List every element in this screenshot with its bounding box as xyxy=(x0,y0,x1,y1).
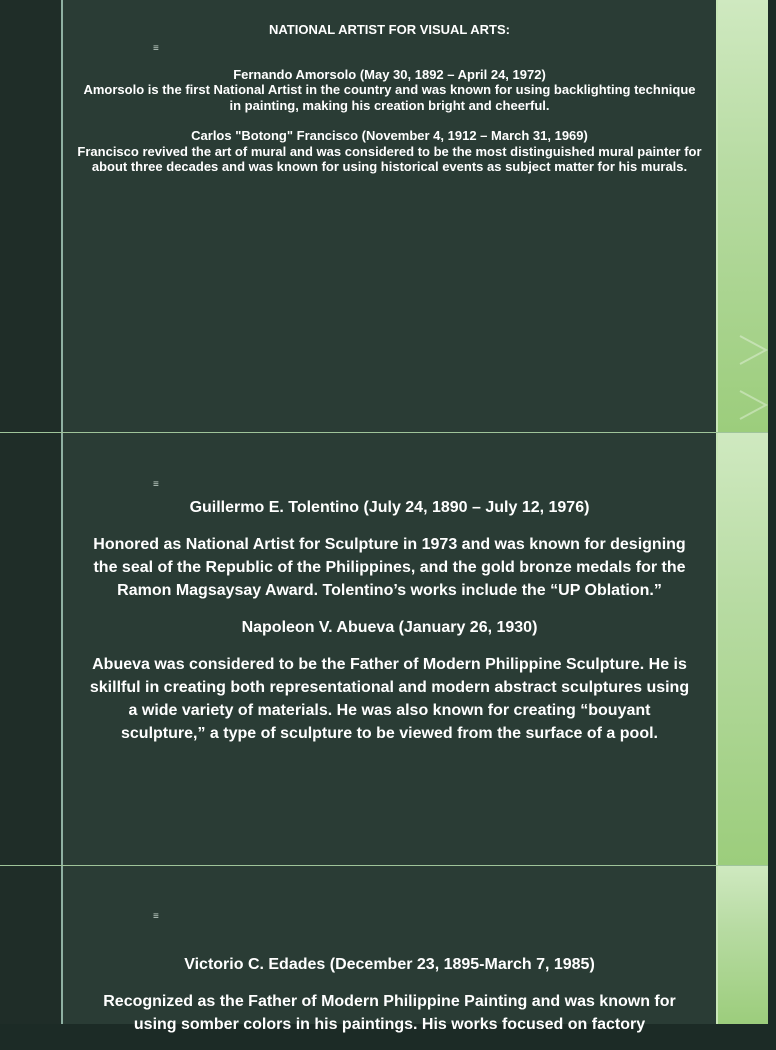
bullet-icon: ≡ xyxy=(153,479,159,490)
artist-description: Recognized as the Father of Modern Philippine Painting and was known for using somber colors in his paintings. His works focused on factory xyxy=(103,993,676,1033)
slide-1 xyxy=(0,0,768,432)
artist-description: Francisco revived the art of mural and was considered to be the most distinguished mural painter for about three decades and was known for using historical events as subject matter for his murals. xyxy=(77,143,702,174)
artist-name: Napoleon V. Abueva (January 26, 1930) xyxy=(241,619,538,636)
slide-heading: NATIONAL ARTIST FOR VISUAL ARTS: xyxy=(269,22,510,37)
slide-2-text xyxy=(63,496,716,759)
slide-2 xyxy=(0,433,768,865)
artist-description: Abueva was considered to be the Father of Modern Philippine Sculpture. He is skillful in creating both representational and modern abstract sculptures using a wide variety of materials. He was also known for creating “bouyant sculpture,” a type of sculpture to be viewed from the surface of a pool. xyxy=(89,656,690,742)
right-decoration xyxy=(718,866,768,1024)
left-band xyxy=(0,0,61,432)
right-decoration xyxy=(718,433,768,865)
bullet-icon: ≡ xyxy=(153,911,159,922)
chevron-decoration-icon xyxy=(736,330,776,370)
slide-3-text xyxy=(63,953,716,1050)
slide-1-text xyxy=(63,22,716,175)
slide-3 xyxy=(0,866,768,1033)
bullet-icon: ≡ xyxy=(153,43,159,54)
artist-name: Fernando Amorsolo (May 30, 1892 – April 24, 1972) xyxy=(233,66,546,82)
chevron-decoration-icon xyxy=(736,385,776,425)
artist-name: Guillermo E. Tolentino (July 24, 1890 – July 12, 1976) xyxy=(189,499,590,516)
artist-description: Honored as National Artist for Sculpture in 1973 and was known for designing the seal of the Republic of the Philippines, and the gold bronze medals for the Ramon Magsaysay Award. Tolentino’s works include the “UP Oblation.” xyxy=(93,536,686,599)
artist-name: Carlos "Botong" Francisco (November 4, 1912 – March 31, 1969) xyxy=(191,128,588,143)
artist-description: Amorsolo is the first National Artist in the country and was known for using backlighting technique in painting, making his creation bright and cheerful. xyxy=(83,82,696,113)
artist-name: Victorio C. Edades (December 23, 1895-March 7, 1985) xyxy=(184,956,595,973)
left-band xyxy=(0,866,61,1024)
left-band xyxy=(0,433,61,865)
